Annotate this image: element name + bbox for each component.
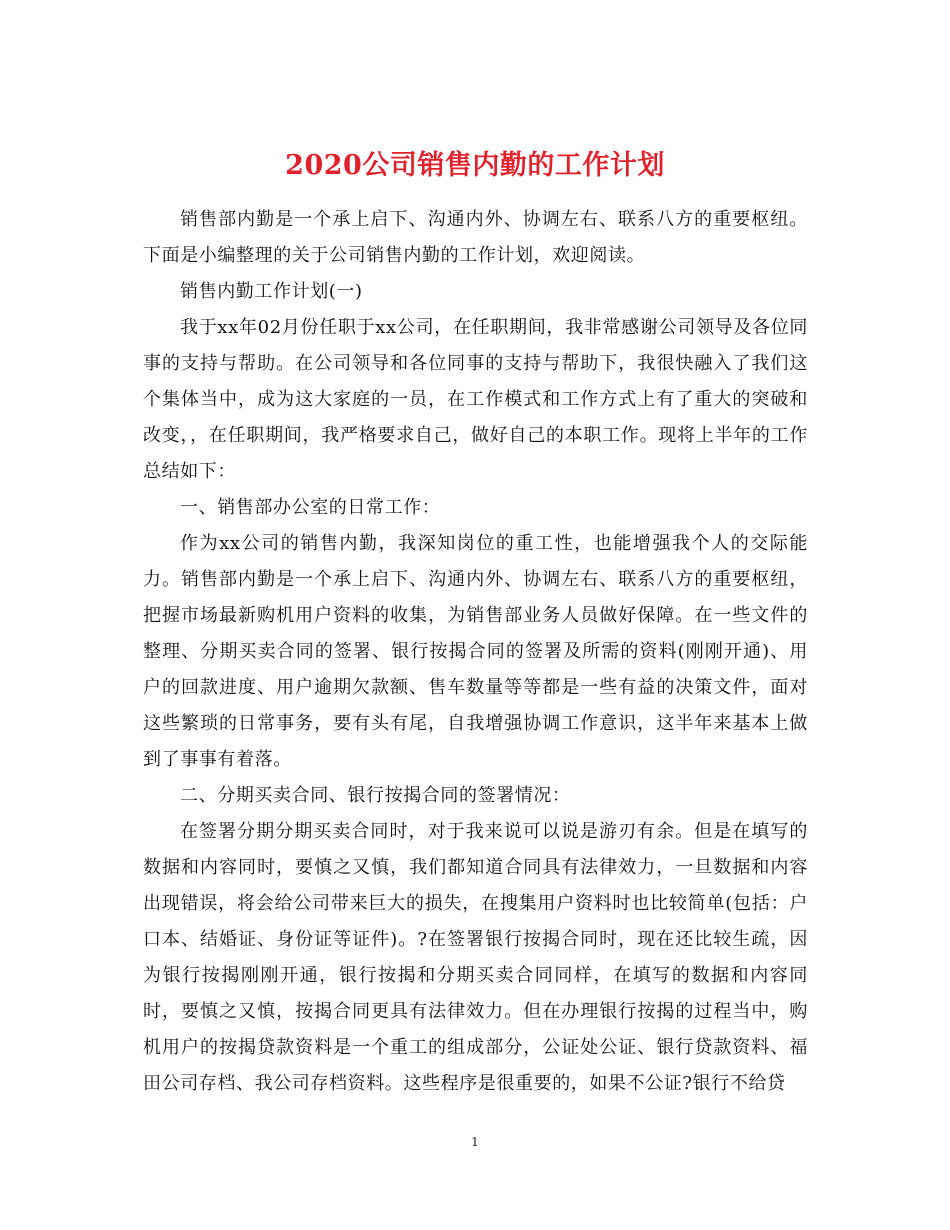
paragraph-heading-daily-work: 一、销售部办公室的日常工作： xyxy=(180,497,441,518)
paragraph-employment-summary: 我于xx年02月份任职于xx公司，在任职期间，我非常感谢公司领导及各位同事的支持与帮助。在公司领导和各位同事的支持与帮助下，我很快融入了我们这个集体当中，成为这大家庭的一员，在工作模式和工作方式上有了重大的突破和改变，，在任职期间，我严格要求自己，做好自己的本职工作。现将上半年的工作总结如下： xyxy=(143,317,808,482)
paragraph-contracts-body: 在签署分期分期买卖合同时，对于我来说可以说是游刃有余。但是在填写的数据和内容同时，要慎之又慎，我们都知道合同具有法律效力，一旦数据和内容出现错误，将会给公司带来巨大的损失，在搜集用户资料时也比较简单(包括：户口本、结婚证、身份证等证件)。?在签署银行按揭合同时，现在还比较生疏，因为银行按揭刚刚开通，银行按揭和分期买卖合同同样，在填写的数据和内容同时，要慎之又慎，按揭合同更具有法律效力。但在办理银行按揭的过程当中，购机用户的按揭贷款资料是一个重工的组成部分，公证处公证、银行贷款资料、福田公司存档、我公司存档资料。这些程序是很重要的，如果不公证?银行不给贷 xyxy=(143,821,808,1094)
paragraph-daily-work-body: 作为xx公司的销售内勤，我深知岗位的重工性，也能增强我个人的交际能力。销售部内勤是一个承上启下、沟通内外、协调左右、联系八方的重要枢纽，把握市场最新购机用户资料的收集，为销售部业务人员做好保障。在一些文件的整理、分期买卖合同的签署、银行按揭合同的签署及所需的资料(刚刚开通)、用户的回款进度、用户逾期欠款额、售车数量等等都是一些有益的决策文件，面对这些繁琐的日常事务，要有头有尾，自我增强协调工作意识，这半年来基本上做到了事事有着落。 xyxy=(143,533,808,770)
paragraph-heading-contracts: 二、分期买卖合同、银行按揭合同的签署情况： xyxy=(180,785,571,806)
page-number: 1 xyxy=(471,1135,479,1149)
document-body xyxy=(143,202,808,1102)
paragraph-intro: 销售部内勤是一个承上启下、沟通内外、协调左右、联系八方的重要枢纽。下面是小编整理的关于公司销售内勤的工作计划，欢迎阅读。 xyxy=(143,209,808,266)
paragraph-section-heading-plan-one: 销售内勤工作计划(一) xyxy=(180,281,363,302)
document-title: 2020公司销售内勤的工作计划 xyxy=(285,150,665,182)
